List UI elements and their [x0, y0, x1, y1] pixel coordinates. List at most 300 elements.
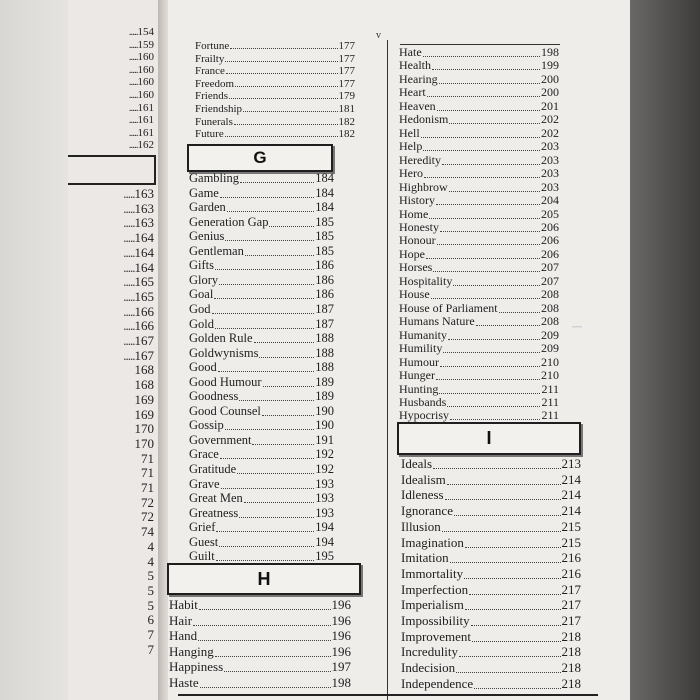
index-term: Humans Nature — [399, 314, 475, 329]
index-entry — [169, 659, 351, 675]
leader-dots — [245, 247, 314, 256]
index-entry — [401, 676, 581, 692]
index-term: Happiness — [169, 659, 224, 675]
leader-dots: ..... — [128, 76, 138, 89]
leader-dots — [448, 331, 540, 339]
page-number: 163 — [134, 215, 154, 231]
index-term: God — [189, 301, 211, 316]
index-term: Heaven — [399, 98, 436, 113]
page-number: 4 — [147, 538, 154, 554]
leader-dots — [447, 476, 561, 485]
index-term: Hanging — [169, 643, 214, 659]
leader-dots — [243, 104, 337, 112]
page-number: 7 — [147, 641, 154, 657]
leader-dots — [212, 305, 315, 314]
index-page-number: 200 — [541, 71, 559, 86]
index-page-number: 182 — [338, 115, 355, 128]
index-page-number: 211 — [541, 394, 559, 409]
leader-dots — [226, 67, 338, 75]
index-entry — [169, 628, 351, 644]
leader-dots — [439, 385, 540, 393]
page-number: 71 — [141, 480, 154, 495]
page-number: 5 — [147, 568, 154, 584]
index-entry — [189, 462, 334, 477]
index-term: Fortune — [195, 40, 230, 52]
index-term: Hope — [399, 246, 425, 261]
index-page-number: 190 — [315, 418, 334, 433]
index-page-number: 201 — [541, 98, 559, 113]
index-entry — [189, 346, 334, 361]
index-term: Goldwynisms — [189, 345, 259, 360]
index-page-number: 192 — [315, 462, 334, 476]
index-entry — [189, 171, 334, 186]
index-term: Genius — [189, 229, 225, 244]
leader-dots: ..... — [128, 139, 138, 152]
left-page-number — [68, 421, 154, 437]
left-page-number — [68, 39, 154, 51]
index-term: Gossip — [189, 418, 224, 433]
index-page-number: 197 — [331, 659, 351, 675]
index-entry — [401, 644, 581, 660]
leader-dots — [443, 345, 540, 353]
index-term: Imagination — [401, 534, 464, 550]
left-page-section-box — [68, 155, 156, 185]
page-number: 161 — [137, 101, 154, 114]
index-term: Hospitality — [399, 273, 453, 288]
index-term: Generation Gap — [189, 214, 269, 229]
leader-dots: ..... — [123, 318, 135, 334]
index-term: Gambling — [189, 171, 239, 185]
leader-dots — [499, 305, 540, 313]
index-page-number: 203 — [541, 179, 559, 194]
page-number: 164 — [134, 244, 154, 260]
leader-dots — [225, 422, 315, 431]
leader-dots — [474, 680, 560, 689]
index-entry — [401, 535, 581, 551]
index-entry — [189, 404, 334, 419]
page-number: 166 — [134, 318, 154, 334]
index-page-number: 217 — [561, 581, 581, 597]
index-term: Honesty — [399, 219, 439, 234]
left-page-number — [68, 89, 154, 101]
leader-dots: ..... — [123, 303, 135, 319]
left-page-number — [68, 274, 154, 290]
index-entry — [189, 491, 334, 506]
index-page-number: 186 — [315, 287, 334, 302]
page-number: 154 — [137, 26, 154, 38]
leader-dots: ..... — [128, 101, 138, 114]
page-number: 160 — [137, 89, 154, 101]
index-page-number: 188 — [315, 345, 334, 360]
index-page-number: 198 — [331, 675, 351, 690]
leader-dots — [431, 291, 540, 299]
leader-dots — [445, 492, 561, 501]
index-term: Home — [399, 206, 429, 221]
index-term: Good Humour — [189, 374, 262, 389]
leader-dots — [252, 436, 314, 445]
index-term: Heredity — [399, 152, 441, 167]
left-page-number — [68, 215, 154, 231]
page-number: 161 — [137, 126, 154, 139]
index-entry — [189, 389, 334, 404]
leader-dots — [476, 318, 540, 326]
index-entry — [189, 520, 334, 535]
index-page-number: 184 — [315, 185, 334, 200]
index-page-number: 189 — [315, 374, 334, 389]
index-page-number: 218 — [561, 660, 581, 676]
index-page-number: 177 — [338, 77, 355, 90]
index-entry — [195, 78, 355, 90]
index-entry — [401, 519, 581, 535]
leader-dots — [469, 586, 560, 595]
leader-dots — [432, 62, 540, 70]
index-term: Gifts — [189, 258, 214, 273]
index-page-number: 210 — [541, 354, 559, 369]
leader-dots — [269, 218, 314, 227]
page-number: 164 — [134, 259, 154, 275]
leader-dots: ..... — [128, 114, 138, 127]
index-entry — [189, 331, 334, 346]
index-page-number: 185 — [315, 243, 334, 258]
left-page-number — [68, 127, 154, 139]
index-entry — [189, 258, 334, 273]
index-entry — [401, 660, 581, 676]
index-page-number: 200 — [541, 85, 559, 100]
index-term: Illusion — [401, 518, 441, 534]
index-entry — [401, 613, 581, 629]
leader-dots — [464, 570, 560, 579]
left-page-number — [68, 348, 154, 364]
leader-dots — [218, 364, 314, 373]
index-page-number: 211 — [541, 381, 559, 396]
index-page-number: 195 — [315, 549, 334, 564]
page-folio: v — [376, 30, 381, 41]
pencil-mark: ~~ — [572, 322, 582, 332]
index-entry — [169, 613, 351, 629]
leader-dots — [424, 170, 540, 178]
left-page-number — [68, 407, 154, 423]
index-entry — [189, 418, 334, 433]
page-number: 7 — [147, 627, 154, 642]
index-term: Imperialism — [401, 597, 464, 613]
index-entry — [195, 65, 355, 77]
page-number: 4 — [147, 553, 154, 569]
index-page-number: 204 — [541, 193, 559, 208]
index-page-number: 190 — [315, 403, 334, 418]
index-entry — [401, 487, 581, 503]
index-entry — [189, 186, 334, 201]
section-letter: I — [486, 428, 492, 448]
index-page-number: 185 — [315, 214, 334, 229]
index-term: Independence — [401, 675, 474, 691]
index-page-number: 218 — [561, 644, 581, 660]
table-surface — [0, 0, 68, 700]
index-term: Garden — [189, 200, 226, 215]
leader-dots — [215, 648, 331, 657]
index-term: Habit — [169, 597, 198, 612]
left-page-number — [68, 318, 154, 334]
index-term: Hunger — [399, 368, 435, 383]
index-page-number: 196 — [331, 597, 351, 612]
index-page-number: 218 — [561, 675, 581, 691]
leader-dots — [230, 41, 337, 49]
index-entry — [189, 360, 334, 375]
index-page-number: 203 — [541, 166, 559, 181]
index-term: Gold — [189, 316, 214, 331]
index-page-number: 216 — [561, 550, 581, 566]
leader-dots — [456, 664, 560, 673]
index-term: Humanity — [399, 327, 447, 342]
page-number: 160 — [137, 51, 154, 64]
left-page-number — [68, 436, 154, 452]
leader-dots: ..... — [128, 63, 138, 76]
leader-dots — [459, 649, 560, 658]
index-page-number: 184 — [315, 200, 334, 215]
index-term: Improvement — [401, 628, 472, 644]
leader-dots — [429, 210, 540, 218]
leader-dots: ..... — [123, 347, 135, 363]
index-term: Good — [189, 360, 217, 375]
index-term: Guest — [189, 534, 219, 549]
left-page-number — [68, 480, 154, 496]
section-heading-g — [187, 144, 333, 172]
index-page-number: 182 — [338, 128, 355, 141]
leader-dots — [200, 679, 331, 688]
index-term: Idleness — [401, 487, 444, 503]
index-page-number: 196 — [331, 628, 351, 644]
index-term: Health — [399, 58, 431, 73]
index-page-number: 187 — [315, 316, 334, 331]
column-divider — [387, 40, 388, 700]
left-page-number — [68, 451, 154, 467]
index-page-number: 199 — [541, 58, 559, 73]
page-number: 160 — [137, 76, 154, 89]
leader-dots — [263, 378, 315, 387]
index-entry — [189, 317, 334, 332]
leader-dots — [225, 54, 337, 62]
left-page-number — [68, 230, 154, 246]
left-page-number — [68, 186, 154, 202]
leader-dots — [440, 358, 540, 366]
index-term: Humility — [399, 341, 443, 356]
index-page-number: 184 — [315, 171, 334, 185]
index-term: Frailty — [195, 52, 225, 65]
index-entry — [195, 53, 355, 65]
left-page-number — [68, 245, 154, 261]
page-number: 168 — [134, 362, 154, 378]
leader-dots — [220, 189, 314, 198]
index-term: Immortality — [401, 565, 464, 581]
index-entry — [401, 472, 581, 488]
index-entry — [195, 90, 355, 102]
left-page-number — [68, 26, 154, 38]
leader-dots: ..... — [128, 126, 138, 139]
index-term: Golden Rule — [189, 331, 253, 346]
leader-dots — [436, 197, 540, 205]
index-page-number: 193 — [315, 505, 334, 520]
left-page-number — [68, 554, 154, 570]
section-heading-i — [397, 422, 581, 455]
section-letter: H — [257, 569, 271, 589]
leader-dots: ..... — [123, 200, 135, 216]
leader-dots — [229, 92, 338, 100]
left-page-number — [68, 642, 154, 658]
index-entry — [189, 506, 334, 521]
leader-dots — [234, 117, 338, 125]
index-entry — [189, 287, 334, 302]
index-page-number: 203 — [541, 139, 559, 154]
leader-dots: ..... — [128, 26, 138, 38]
index-page-number: 208 — [541, 300, 559, 315]
index-entry — [189, 200, 334, 215]
index-page-number: 189 — [315, 389, 334, 404]
index-entry — [401, 503, 581, 519]
page-number: 160 — [137, 63, 154, 76]
index-page-number: 217 — [561, 613, 581, 628]
index-page-number: 214 — [561, 471, 581, 487]
index-term: Highbrow — [399, 179, 448, 194]
index-term: Hero — [399, 166, 423, 181]
index-term: Friendship — [195, 103, 243, 115]
leader-dots — [214, 291, 314, 300]
index-entry — [399, 408, 559, 423]
leader-dots — [259, 349, 314, 358]
left-page-number — [68, 304, 154, 320]
leader-dots — [219, 538, 314, 547]
leader-dots — [442, 523, 561, 532]
index-page-number: 210 — [541, 368, 559, 383]
index-page-number: 206 — [541, 219, 559, 234]
leader-dots: ..... — [123, 186, 135, 201]
index-entry — [169, 644, 351, 660]
index-entry — [189, 477, 334, 492]
page-number: 162 — [137, 139, 154, 152]
page-number: 169 — [134, 391, 154, 407]
leader-dots — [450, 554, 561, 563]
index-page-number: 186 — [315, 272, 334, 287]
index-term: Greatness — [189, 505, 239, 520]
index-entry — [189, 447, 334, 462]
index-entry — [189, 549, 334, 564]
index-entry — [189, 215, 334, 230]
leader-dots — [215, 262, 314, 271]
page-number: 161 — [137, 114, 154, 127]
leader-dots: ..... — [128, 89, 138, 101]
index-entry — [169, 675, 351, 691]
leader-dots — [433, 264, 540, 272]
leader-dots: ..... — [128, 51, 138, 64]
leader-dots — [427, 89, 540, 97]
page-number: 72 — [141, 509, 154, 525]
left-page-number — [68, 509, 154, 525]
index-term: Hate — [399, 45, 422, 59]
index-term: House of Parliament — [399, 300, 498, 315]
index-page-number: 181 — [338, 103, 355, 115]
leader-dots: ..... — [123, 244, 135, 260]
leader-dots — [433, 460, 560, 469]
index-term: Hunting — [399, 381, 439, 396]
leader-dots — [225, 130, 338, 138]
leader-dots: ..... — [123, 230, 135, 246]
left-page-number — [68, 102, 154, 114]
index-term: Glory — [189, 272, 219, 287]
page-number: 164 — [134, 230, 154, 246]
index-term: Grace — [189, 447, 219, 462]
index-page-number: 217 — [561, 597, 581, 613]
section-letter: G — [253, 148, 267, 167]
left-page-number — [68, 598, 154, 614]
leader-dots — [439, 76, 540, 84]
index-term: Freedom — [195, 77, 235, 90]
left-page-number — [68, 495, 154, 511]
bottom-rule — [178, 694, 598, 696]
index-page-number: 216 — [561, 565, 581, 581]
index-page-number: 186 — [315, 258, 334, 273]
section-heading-h — [167, 563, 361, 595]
index-term: Hedonism — [399, 112, 449, 127]
index-page-number: 206 — [541, 233, 559, 248]
left-page-number — [68, 64, 154, 76]
index-entry — [189, 229, 334, 244]
leader-dots — [450, 412, 540, 420]
index-entry — [401, 456, 581, 472]
index-entry — [189, 375, 334, 390]
index-page-number: 196 — [331, 643, 351, 659]
index-entry — [189, 433, 334, 448]
index-term: Husbands — [399, 394, 447, 409]
leader-dots — [426, 251, 540, 259]
index-page-number: 198 — [541, 45, 559, 59]
page-number: 167 — [134, 347, 154, 363]
index-entry — [401, 566, 581, 582]
left-page-number — [68, 289, 154, 305]
index-entry — [195, 103, 355, 115]
leader-dots — [440, 224, 540, 232]
leader-dots — [244, 495, 314, 504]
index-page-number: 187 — [315, 301, 334, 316]
leader-dots — [471, 617, 561, 626]
leader-dots: ..... — [123, 288, 135, 304]
index-term: Friends — [195, 90, 228, 103]
index-page-number: 202 — [541, 112, 559, 127]
index-term: Incredulity — [401, 644, 459, 660]
page-number: 170 — [134, 421, 154, 437]
index-page-number: 209 — [541, 327, 559, 342]
page-number: 163 — [134, 186, 154, 201]
index-term: Impossibility — [401, 613, 470, 628]
left-page-number — [68, 539, 154, 555]
page-number: 6 — [147, 612, 154, 628]
leader-dots — [454, 507, 561, 516]
left-page-number — [68, 465, 154, 481]
page-number: 166 — [134, 303, 154, 319]
left-page-number — [68, 583, 154, 599]
leader-dots — [239, 393, 314, 402]
left-page-number — [68, 524, 154, 540]
leader-dots — [239, 509, 314, 518]
page-number: 167 — [134, 333, 154, 348]
leader-dots — [453, 278, 540, 286]
index-term: Grief — [189, 520, 216, 535]
leader-dots — [447, 399, 540, 407]
leader-dots — [421, 130, 540, 138]
left-page-number — [68, 114, 154, 126]
index-page-number: 203 — [541, 152, 559, 167]
index-term: Hand — [169, 628, 198, 644]
leader-dots — [449, 183, 540, 191]
leader-dots — [220, 451, 314, 460]
leader-dots — [215, 320, 314, 329]
